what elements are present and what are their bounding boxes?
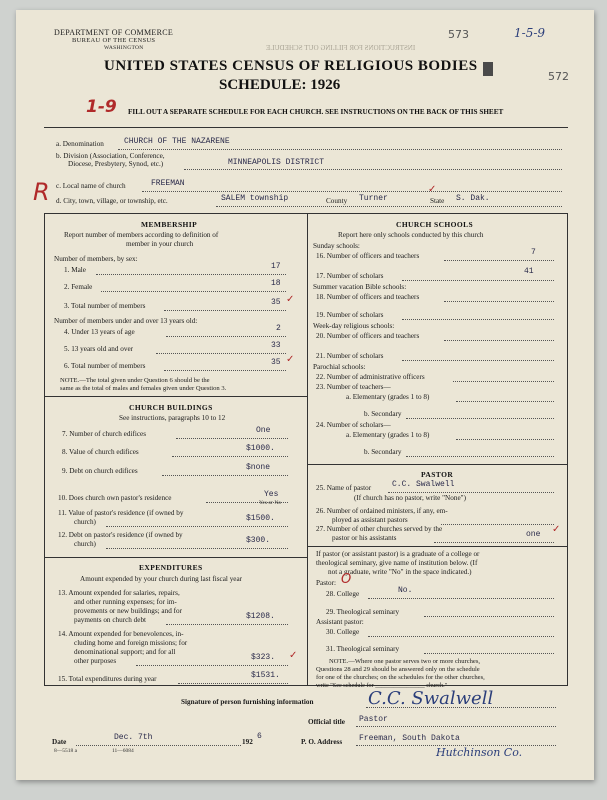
check-mark: ✓ <box>552 524 561 535</box>
pastor-note-4: write "See schedule for ________________ church." <box>316 682 448 689</box>
pastor-title: PASTOR <box>421 470 454 479</box>
pastor-sub-label: Pastor: <box>316 579 336 587</box>
q20-label: 20. Number of officers and teachers <box>316 332 420 340</box>
q25-value[interactable]: C.C. Swalwell <box>392 480 455 489</box>
denomination-line <box>118 149 562 150</box>
q12-label: 12. Debt on pastor's residence (if owned by <box>58 531 183 539</box>
q13-label-2: and other running expenses; for im- <box>74 598 177 606</box>
grad-instruction-2: theological seminary, give name of institution below. (If <box>316 559 478 567</box>
q31-line <box>424 653 554 654</box>
q23a-line <box>456 401 554 402</box>
q30-line <box>368 636 554 637</box>
q13-value[interactable]: $1208. <box>246 612 275 621</box>
q14-label: 14. Amount expended for benevolences, in- <box>58 630 184 638</box>
q29-line <box>424 616 554 617</box>
q11-label-2: church) <box>74 518 96 526</box>
po-address-value[interactable]: Freeman, South Dakota <box>359 734 460 743</box>
q28-label: 28. College <box>326 590 360 598</box>
handwritten-date: 1-5-9 <box>514 26 546 40</box>
q23-label: 23. Number of teachers— <box>316 383 391 391</box>
denomination-value[interactable]: CHURCH OF THE NAZARENE <box>124 137 230 146</box>
schools-rule <box>307 464 568 465</box>
q1-label: 1. Male <box>64 266 86 274</box>
signature-line <box>366 707 556 708</box>
membership-subtitle: Report number of members according to definition of <box>64 231 219 239</box>
q7-label: 7. Number of church edifices <box>62 430 147 438</box>
date-line <box>76 745 241 746</box>
handwritten-county: Hutchinson Co. <box>436 746 523 759</box>
q23b-label: b. Secondary <box>364 410 402 418</box>
q25-line <box>388 492 554 493</box>
membership-subtitle-2: member in your church <box>126 240 194 248</box>
q9-label: 9. Debt on church edifices <box>62 467 138 475</box>
buildings-subtitle: See instructions, paragraphs 10 to 12 <box>119 414 226 422</box>
q26-label: 26. Number of ordained ministers, if any, em- <box>316 507 448 515</box>
ink-mark <box>483 62 493 76</box>
parochial-label: Parochial schools: <box>313 363 366 371</box>
q5-value[interactable]: 33 <box>271 341 281 350</box>
membership-note: NOTE.—The total given under Question 6 should be the <box>60 377 210 384</box>
instruction-line: FILL OUT A SEPARATE SCHEDULE FOR EACH CHURCH. SEE INSTRUCTIONS ON THE BACK OF THIS SHEET <box>128 108 504 116</box>
division-label: b. Division (Association, Conference, <box>56 152 165 160</box>
denomination-label: a. Denomination <box>56 140 104 148</box>
schools-title: CHURCH SCHOOLS <box>396 220 474 229</box>
q26-label-2: ployed as assistant pastors <box>332 516 408 524</box>
q14-value[interactable]: $323. <box>251 653 276 662</box>
q21-line <box>402 360 554 361</box>
q13-label-4: payments on church debt <box>74 616 147 624</box>
q17-value[interactable]: 41 <box>524 267 534 276</box>
q4-line <box>166 336 286 337</box>
q28-value[interactable]: No. <box>398 586 413 595</box>
q22-line <box>453 381 554 382</box>
date-label: Date <box>52 738 67 746</box>
form-number: 8—5518 a <box>54 748 78 754</box>
q24b-line <box>406 456 554 457</box>
q21-label: 21. Number of scholars <box>316 352 384 360</box>
yes-no-hint: Yes or No <box>259 500 282 506</box>
q12-line <box>106 548 288 549</box>
division-value[interactable]: MINNEAPOLIS DISTRICT <box>228 158 325 167</box>
q27-line <box>434 542 554 543</box>
q24-label: 24. Number of scholars— <box>316 421 391 429</box>
grad-instruction: If pastor (or assistant pastor) is a graduate of a college or <box>316 550 480 558</box>
q24a-label: a. Elementary (grades 1 to 8) <box>346 431 430 439</box>
expenditures-subtitle: Amount expended by your church during last fiscal year <box>80 575 243 583</box>
bleed-through-text: INSTRUCTIONS FOR FILLING OUT SCHEDULE <box>266 44 416 52</box>
age-intro: Number of members under and over 13 years old: <box>54 317 198 325</box>
q30-label: 30. College <box>326 628 360 636</box>
q10-label: 10. Does church own pastor's residence <box>58 494 172 502</box>
pastor-note-2: Questions 28 and 29 should be answered only on the schedule <box>316 666 480 673</box>
q27-label: 27. Number of other churches served by the <box>316 525 443 533</box>
header-rule <box>44 127 568 128</box>
q2-label: 2. Female <box>64 283 93 291</box>
signature: C.C. Swalwell <box>368 688 494 709</box>
q9-value[interactable]: $none <box>246 463 271 472</box>
sunday-label: Sunday schools: <box>313 242 360 250</box>
membership-note-2: same as the total of males and females given under Question 3. <box>60 385 227 392</box>
schools-subtitle: Report here only schools conducted by this church <box>338 231 484 239</box>
q16-line <box>444 260 554 261</box>
q13-label: 13. Amount expended for salaries, repairs, <box>58 589 180 597</box>
weekday-label: Week-day religious schools: <box>313 322 395 330</box>
year-prefix: 192 <box>242 738 253 746</box>
official-title-label: Official title <box>308 718 345 726</box>
membership-rule <box>44 396 307 397</box>
q17-label: 17. Number of scholars <box>316 272 384 280</box>
q29-label: 29. Theological seminary <box>326 608 400 616</box>
sections-bottom-rule <box>44 685 568 686</box>
column-divider <box>307 213 308 685</box>
stamp-number-top: 573 <box>448 28 469 41</box>
state-value[interactable]: S. Dak. <box>456 194 490 203</box>
q9-line <box>162 475 288 476</box>
q14-label-4: other purposes <box>74 657 117 665</box>
q28-line <box>368 598 554 599</box>
q1-value[interactable]: 17 <box>271 262 281 271</box>
q27-label-2: pastor or his assistants <box>332 534 397 542</box>
q16-label: 16. Number of officers and teachers <box>316 252 420 260</box>
q11-line <box>106 526 288 527</box>
q17-line <box>402 280 554 281</box>
q15-value[interactable]: $1531. <box>251 671 280 680</box>
census-schedule-page <box>16 10 594 780</box>
by-sex-label: Number of members, by sex: <box>54 255 138 263</box>
division-line <box>184 169 562 170</box>
q2-line <box>101 291 286 292</box>
q24b-label: b. Secondary <box>364 448 402 456</box>
city-value[interactable]: SALEM township <box>221 194 289 203</box>
membership-title: MEMBERSHIP <box>141 220 198 229</box>
q3-label: 3. Total number of members <box>64 302 146 310</box>
sections-top-rule <box>44 213 568 214</box>
county-value[interactable]: Turner <box>359 194 388 203</box>
q6-line <box>164 370 286 371</box>
q13-label-3: provements or new buildings; and for <box>74 607 182 615</box>
q7-value[interactable]: One <box>256 426 271 435</box>
q24a-line <box>456 439 554 440</box>
state-label: State <box>430 197 445 205</box>
q19-line <box>402 319 554 320</box>
q6-value[interactable]: 35 <box>271 358 281 367</box>
right-border <box>567 213 568 685</box>
circle-mark: O <box>341 572 352 587</box>
bureau-label: BUREAU OF THE CENSUS <box>72 37 156 44</box>
q22-label: 22. Number of administrative officers <box>316 373 425 381</box>
q5-line <box>156 353 286 354</box>
q11-label: 11. Value of pastor's residence (if owned by <box>58 509 184 517</box>
county-label: County <box>326 197 348 205</box>
q12-value[interactable]: $300. <box>246 536 271 545</box>
church-name-label: c. Local name of church <box>56 182 126 190</box>
q10-value[interactable]: Yes <box>264 490 279 499</box>
city-label: WASHINGTON <box>104 45 144 51</box>
q26-line <box>441 524 554 525</box>
form-title: UNITED STATES CENSUS OF RELIGIOUS BODIES <box>104 58 478 74</box>
check-mark: ✓ <box>428 184 437 195</box>
dept-label: DEPARTMENT OF COMMERCE <box>54 28 174 37</box>
q25-label: 25. Name of pastor <box>316 484 372 492</box>
q2-value[interactable]: 18 <box>271 279 281 288</box>
print-number: 11—6084 <box>112 748 134 754</box>
city-line <box>216 206 562 207</box>
church-name-value[interactable]: FREEMAN <box>151 179 185 188</box>
city-label: d. City, town, village, or township, etc. <box>56 197 168 205</box>
check-mark: ✓ <box>289 650 298 661</box>
q5-label: 5. 13 years old and over <box>64 345 134 353</box>
q23b-line <box>406 418 554 419</box>
q15-label: 15. Total expenditures during year <box>58 675 157 683</box>
q19-label: 19. Number of scholars <box>316 311 384 319</box>
left-border <box>44 213 45 685</box>
grad-instruction-3: not a graduate, write "No" in the space indicated.) <box>328 568 472 576</box>
summer-label: Summer vacation Bible schools: <box>313 283 407 291</box>
division-label-2: Diocese, Presbytery, Synod, etc.) <box>68 160 164 168</box>
pastor-rule <box>307 546 568 547</box>
handwritten-code: 1-9 <box>86 97 117 117</box>
q6-label: 6. Total number of members <box>64 362 146 370</box>
buildings-title: CHURCH BUILDINGS <box>129 403 213 412</box>
q18-line <box>444 301 554 302</box>
official-title-line <box>356 726 556 727</box>
date-value[interactable]: Dec. 7th <box>114 733 153 742</box>
year-value[interactable]: 6 <box>257 732 262 741</box>
q25-note: (If church has no pastor, write "None") <box>354 494 466 502</box>
q1-line <box>96 274 286 275</box>
expenditures-title: EXPENDITURES <box>139 563 203 572</box>
q3-line <box>164 310 286 311</box>
q8-line <box>172 456 288 457</box>
stamp-number: 572 <box>548 70 569 83</box>
q12-label-2: church) <box>74 540 96 548</box>
q3-value[interactable]: 35 <box>271 298 281 307</box>
buildings-rule <box>44 557 307 558</box>
q31-label: 31. Theological seminary <box>326 645 400 653</box>
pastor-note-3: for one of the churches; on the schedules for the other churches, <box>316 674 485 681</box>
q8-label: 8. Value of church edifices <box>62 448 139 456</box>
church-name-line <box>142 191 562 192</box>
q20-line <box>444 340 554 341</box>
q27-value[interactable]: one <box>526 530 541 539</box>
q18-label: 18. Number of officers and teachers <box>316 293 420 301</box>
signature-label: Signature of person furnishing information <box>181 698 314 706</box>
q8-value[interactable]: $1000. <box>246 444 275 453</box>
po-address-label: P. O. Address <box>301 738 343 746</box>
check-mark: ✓ <box>286 294 295 305</box>
q4-value[interactable]: 2 <box>276 324 281 333</box>
official-title-value[interactable]: Pastor <box>359 715 388 724</box>
pastor-note: NOTE.—Where one pastor serves two or more churches, <box>329 658 481 665</box>
q14-line <box>136 665 288 666</box>
check-mark: ✓ <box>286 354 295 365</box>
q7-line <box>176 438 288 439</box>
schedule-title: SCHEDULE: 1926 <box>219 77 341 93</box>
assistant-label: Assistant pastor: <box>316 618 364 626</box>
q16-value[interactable]: 7 <box>531 248 536 257</box>
q15-line <box>178 683 288 684</box>
q11-value[interactable]: $1500. <box>246 514 275 523</box>
margin-mark: R <box>33 178 50 206</box>
q14-label-2: cluding home and foreign missions; for <box>74 639 188 647</box>
q23a-label: a. Elementary (grades 1 to 8) <box>346 393 430 401</box>
q14-label-3: denominational support; and for all <box>74 648 176 656</box>
q13-line <box>166 624 288 625</box>
q4-label: 4. Under 13 years of age <box>64 328 135 336</box>
